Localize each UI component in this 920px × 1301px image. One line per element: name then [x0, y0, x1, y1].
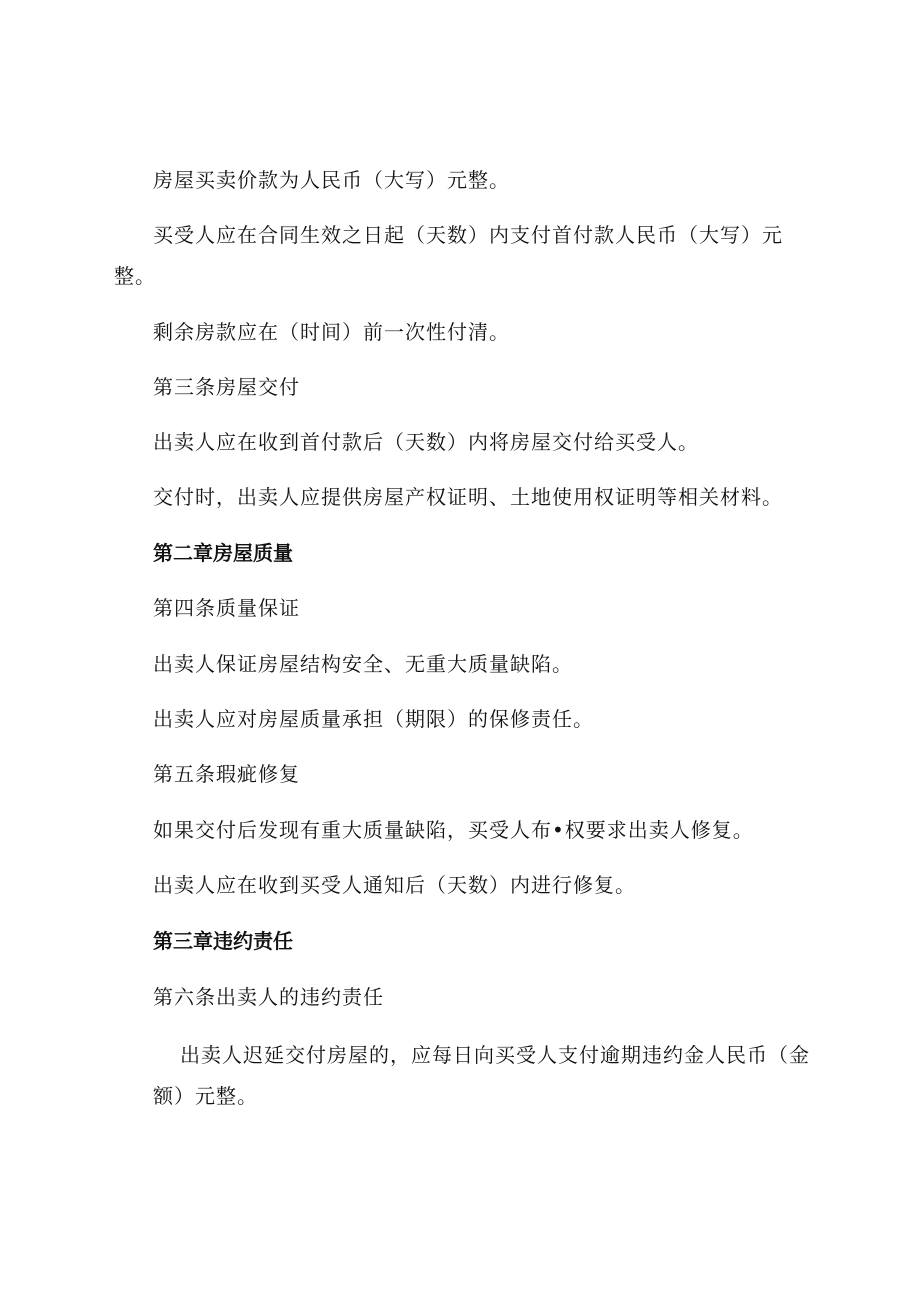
chapter-3-heading: 第三章违约责任	[153, 929, 293, 953]
paragraph-warranty: 出卖人应对房屋质量承担（期限）的保修责任。	[153, 707, 594, 731]
paragraph-defect-repair-right: 如果交付后发现有重大质量缺陷，买受人布•权要求出卖人修复。	[153, 818, 754, 842]
article-6-heading: 第六条出卖人的违约责任	[153, 985, 384, 1009]
paragraph-delivery-materials: 交付时，出卖人应提供房屋产权证明、土地使用权证明等相关材料。	[153, 485, 783, 509]
article-4-heading: 第四条质量保证	[153, 596, 300, 620]
paragraph-remaining-payment: 剩余房款应在（时间）前一次性付清。	[153, 320, 510, 344]
paragraph-late-delivery-penalty-cont: 额）元整。	[153, 1084, 258, 1108]
article-5-heading: 第五条瑕疵修复	[153, 762, 300, 786]
paragraph-late-delivery-penalty: 出卖人迟延交付房屋的，应每日向买受人支付逾期违约金人民币（金	[180, 1043, 810, 1067]
chapter-2-heading: 第二章房屋质量	[153, 541, 293, 565]
paragraph-quality-guarantee: 出卖人保证房屋结构安全、无重大质量缺陷。	[153, 652, 573, 676]
paragraph-delivery-time: 出卖人应在收到首付款后（天数）内将房屋交付给买受人。	[153, 430, 699, 454]
paragraph-price: 房屋买卖价款为人民币（大写）元整。	[153, 168, 510, 192]
paragraph-down-payment: 买受人应在合同生效之日起（天数）内支付首付款人民币（大写）元	[153, 223, 783, 247]
paragraph-down-payment-cont: 整。	[114, 264, 156, 288]
article-3-heading: 第三条房屋交付	[153, 375, 300, 399]
paragraph-defect-repair-time: 出卖人应在收到买受人通知后（天数）内进行修复。	[153, 873, 636, 897]
